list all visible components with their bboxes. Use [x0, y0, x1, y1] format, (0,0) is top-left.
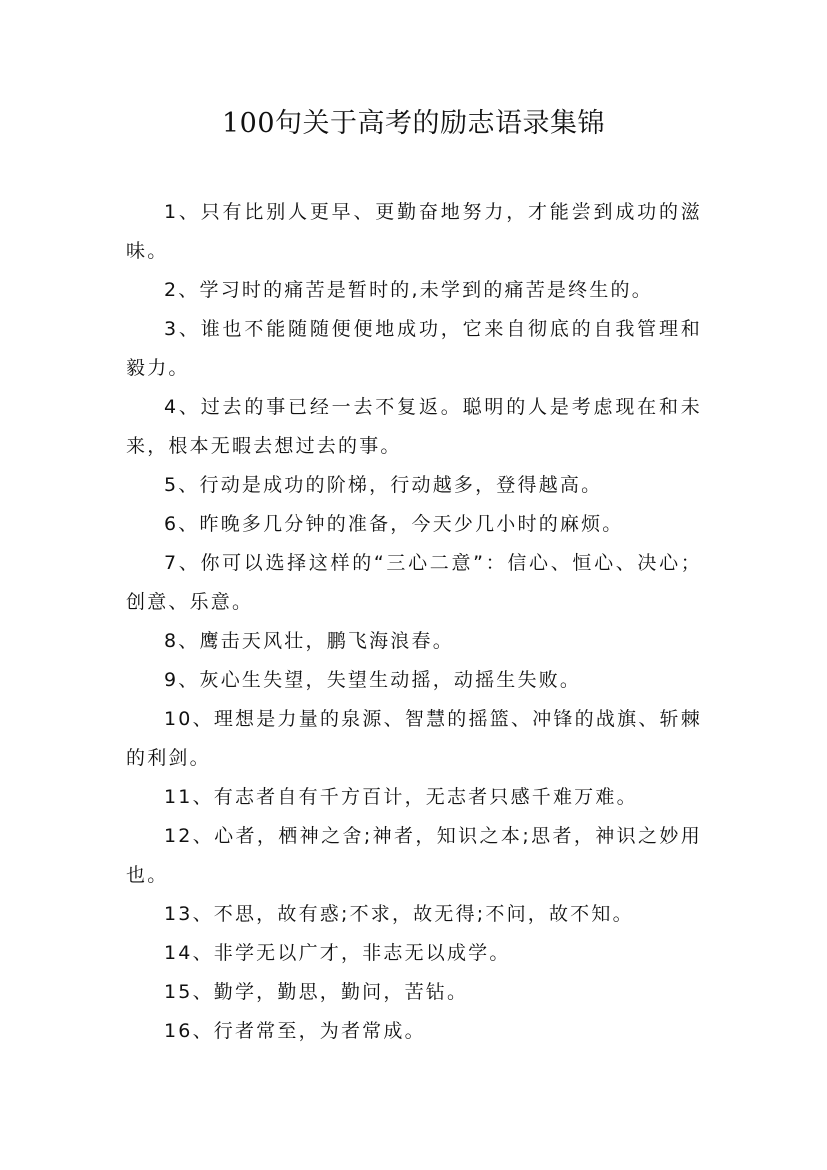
- quote-item: 12、心者，栖神之舍;神者，知识之本;思者，神识之妙用也。: [126, 825, 702, 886]
- quote-item: 1、只有比别人更早、更勤奋地努力，才能尝到成功的滋味。: [126, 201, 702, 262]
- quote-item: 5、行动是成功的阶梯，行动越多，登得越高。: [164, 474, 603, 496]
- quote-item: 15、勤学，勤思，勤问，苦钻。: [164, 981, 469, 1003]
- quote-item: 7、你可以选择这样的“三心二意”：信心、恒心、决心；创意、乐意。: [126, 552, 702, 613]
- quote-item: 6、昨晚多几分钟的准备，今天少几小时的麻烦。: [164, 513, 624, 535]
- quote-item: 8、鹰击天风壮，鹏飞海浪春。: [164, 630, 454, 652]
- quote-list: [126, 193, 702, 1051]
- quote-item: 10、理想是力量的泉源、智慧的摇篮、冲锋的战旗、斩棘的利剑。: [126, 708, 702, 769]
- quote-item: 9、灰心生失望，失望生动摇，动摇生失败。: [164, 669, 582, 691]
- quote-item: 3、谁也不能随随便便地成功，它来自彻底的自我管理和毅力。: [126, 318, 702, 379]
- quote-item: 4、过去的事已经一去不复返。聪明的人是考虑现在和未来，根本无暇去想过去的事。: [126, 396, 702, 457]
- quote-item: 11、有志者自有千方百计，无志者只感千难万难。: [164, 786, 638, 808]
- quote-item: 13、不思，故有惑;不求，故无得;不问，故不知。: [164, 903, 634, 925]
- quote-item: 16、行者常至，为者常成。: [164, 1020, 426, 1042]
- document-title: 100句关于高考的励志语录集锦: [221, 108, 606, 139]
- quote-item: 14、非学无以广才，非志无以成学。: [164, 942, 511, 964]
- quote-item: 2、学习时的痛苦是暂时的,未学到的痛苦是终生的。: [164, 279, 653, 301]
